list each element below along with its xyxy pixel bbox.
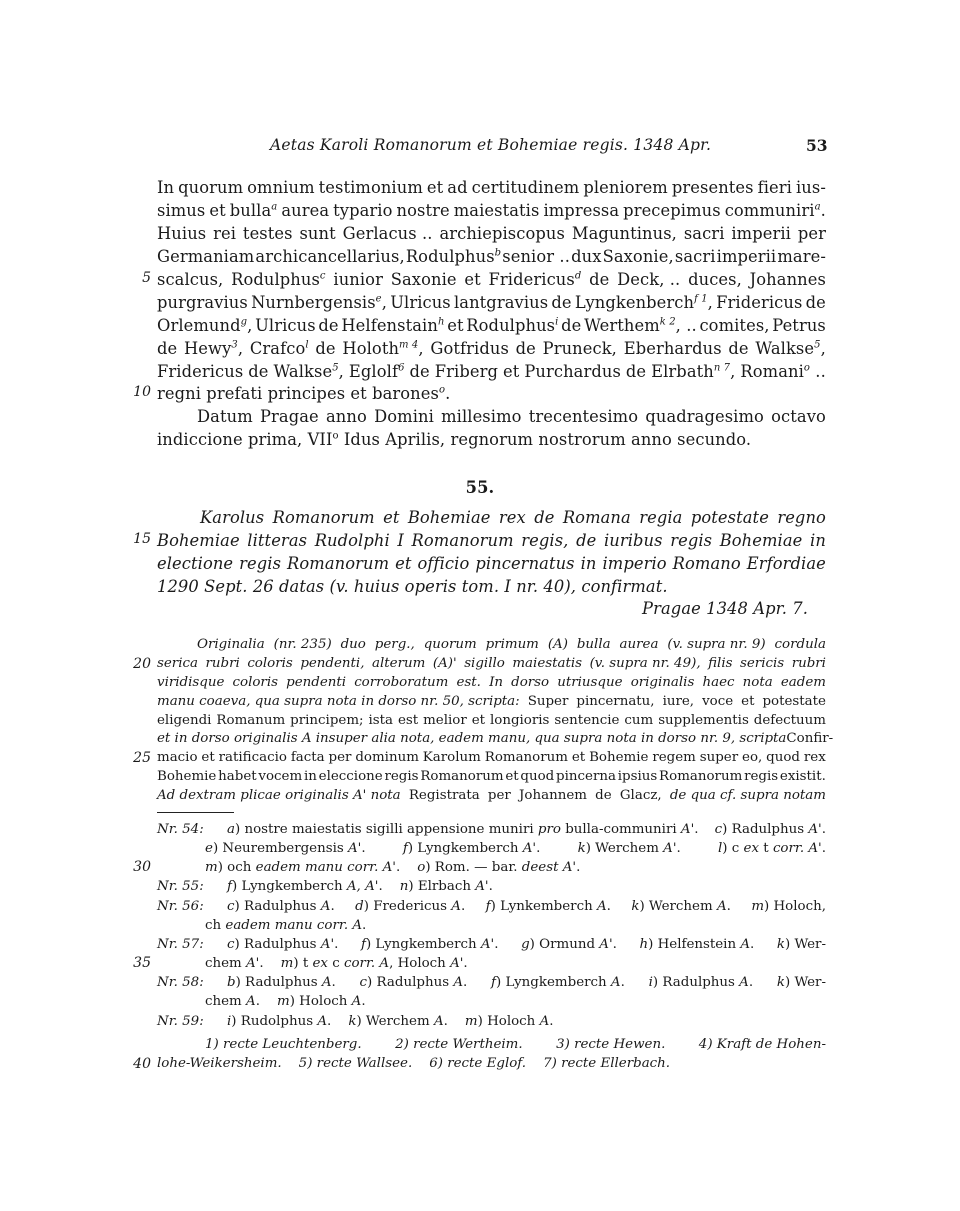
footnote-label-54: Nr. 54: [157,822,204,837]
margin-number-10: 10 [133,384,151,400]
margin-number-30: 30 [133,859,151,875]
margin-number-20: 20 [133,656,151,672]
date-place: Pragae 1348 Apr. 7. [642,599,808,618]
page-number: 53 [806,136,828,155]
footnote-label-57: Nr. 57: [157,937,204,952]
document-number: 55. [465,478,495,497]
footnote-label-59: Nr. 59: [157,1014,204,1029]
footnote-label-56: Nr. 56: [157,899,204,914]
footnote-label-58: Nr. 58: [157,975,204,990]
margin-number-25: 25 [133,750,151,766]
footnote-label-55: Nr. 55: [157,879,204,894]
margin-number-15: 15 [133,531,151,547]
margin-number-35: 35 [133,955,151,971]
margin-number-40: 40 [133,1056,151,1072]
running-header: Aetas Karoli Romanorum et Bohemiae regis. 1348 Apr. [270,136,712,154]
margin-number-5: 5 [142,270,151,286]
footnote-rule [157,812,234,813]
